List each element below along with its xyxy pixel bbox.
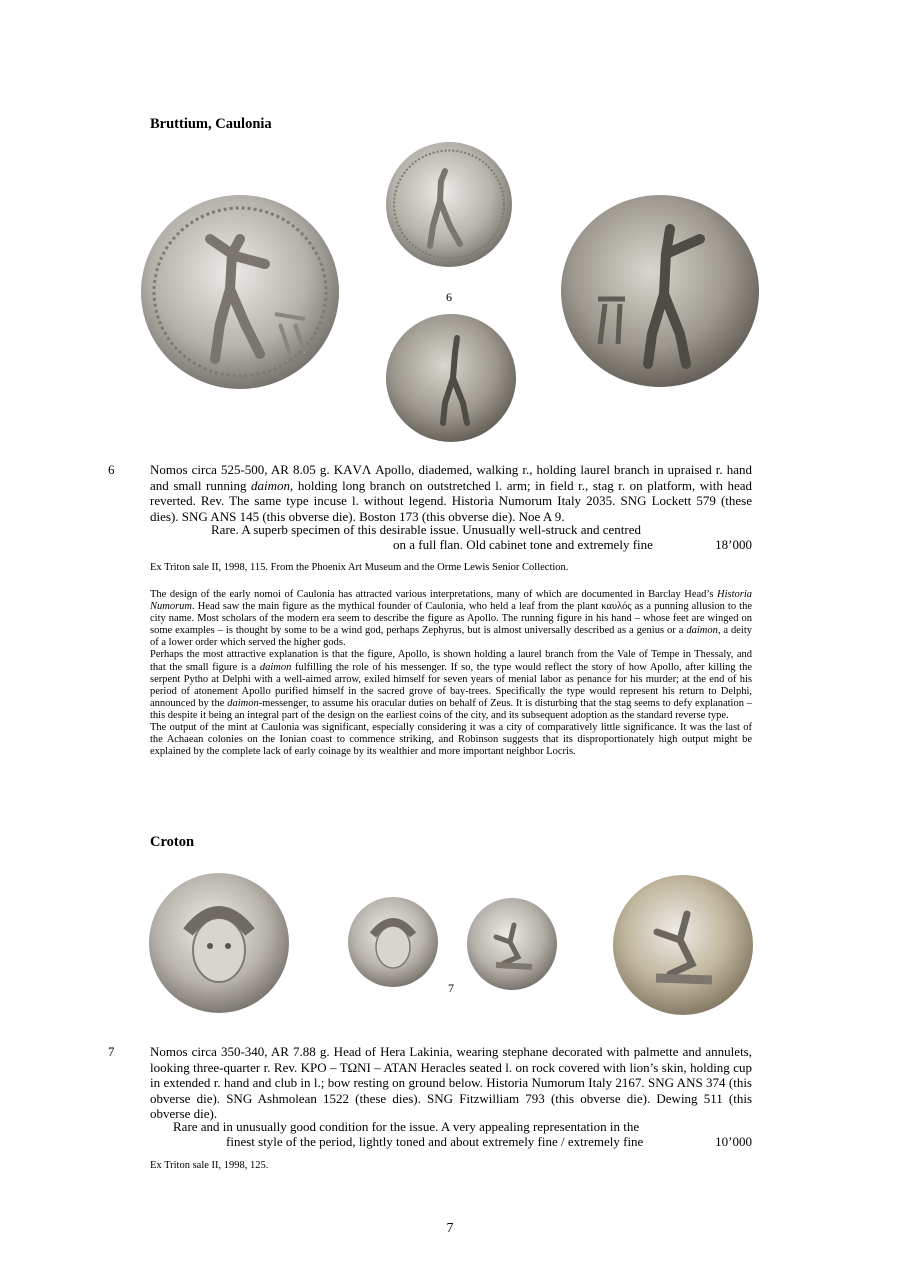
plate-number-6: 6 (446, 290, 452, 304)
lot-7-description: Nomos circa 350-340, AR 7.88 g. Head of Hera Lakinia, wearing stephane decorated with palmette and annulets, looking three-quarter r. Rev. ΚΡΟ – ΤΩΝΙ – ΑΤΑΝ Heracles seated l. on rock covered with lion’s skin, holding cup in extended r. hand and club in l.; bow resting on ground below. Historia Numorum Italy 2167. SNG ANS 374 (this obverse die). SNG Ashmolean 1522 (these dies). SNG Fitzwilliam 793 (this obverse die). Dewing 511 (this obverse die). (150, 1044, 752, 1121)
coin-image-7-reverse-large (612, 874, 754, 1016)
lot-6-price: 18’000 (715, 537, 752, 552)
coin-image-6-reverse-large (560, 194, 760, 388)
lot-6-commentary (150, 589, 752, 758)
section-heading-croton: Croton (150, 834, 195, 850)
commentary-p1-part-c: , a deity of a lower order which served the higher gods. (150, 625, 753, 649)
commentary-p2-italic-2: daimon (227, 697, 259, 709)
plate-number-7: 7 (448, 981, 454, 995)
coin-image-7-obverse-small (347, 896, 439, 988)
commentary-p2-part-a: Perhaps the most attractive explanation is that the figure, Apollo, is shown holding a laurel branch from the Vale of Tempe in Thessaly, and that the small figure is a (150, 649, 752, 673)
section-heading-caulonia: Bruttium, Caulonia (150, 116, 272, 132)
commentary-p1-part-b: . Head saw the main figure as the mythical founder of Caulonia, who held a leaf from the plant καυλός as a punning allusion to the city name. Most scholars of the modern era seem to describe the figure as Apollo. The running figure in his hand – whose feet are winged on some examples – is thought by some to be a wind god, perhaps Zephyrus, but is almost universally described as a genius or a (150, 601, 752, 637)
lot-7-price: 10’000 (715, 1134, 752, 1149)
lot-number-7: 7 (108, 1044, 115, 1059)
commentary-p2-part-b: fulfilling the role of his messenger. If so, the type would reflect the story of how Apollo, after killing the serpent Pytho at Delphi with a well-aimed arrow, exiled himself for seven years of menial labor as penance for his murder; at the end of his period of atonement Apollo purified himself in the sacred grove of bay-trees. Specifically the type would represent his return to Delphi, announced by the (150, 661, 752, 709)
coin-image-7-obverse-large (148, 872, 290, 1014)
lot-6-grade-line-2: on a full flan. Old cabinet tone and extremely fine (393, 537, 653, 552)
lot-6-grade-line-1: Rare. A superb specimen of this desirable issue. Unusually well-struck and centred (211, 522, 641, 537)
coin-image-7-reverse-small (466, 897, 558, 991)
lot-number-6: 6 (108, 462, 115, 477)
commentary-p1-italic-2: daimon (686, 625, 718, 637)
commentary-paragraph-1 (150, 589, 752, 649)
lot-6-description-part-b: , holding long branch on outstretched l. arm; in field r., stag r. on platform, with head reverted. Rev. The same type incuse l. without legend. Historia Numorum Italy 2035. SNG Lockett 579 (these dies). SNG ANS 145 (this obverse die). Boston 173 (this obverse die). Noe A 9. (150, 477, 752, 524)
commentary-paragraph-2 (150, 649, 752, 722)
lot-6-description-part-a: Nomos circa 525-500, AR 8.05 g. ΚΑVΛ Apollo, diademed, walking r., holding laurel branch in upraised r. hand and small running (150, 462, 752, 493)
commentary-p1-part-a: The design of the early nomoi of Caulonia has attracted various interpretations, many of which are documented in Barclay Head’s (150, 589, 717, 600)
commentary-p1-italic: Historia Numorum (150, 589, 752, 613)
lot-6-description-italic: daimon (251, 477, 291, 493)
commentary-p2-part-c: -messenger, to assume his oracular duties on behalf of Zeus. It is disturbing that the stag seems to defy explanation – this despite it being an integral part of the design on the earliest coins of the city, and its subsequent adoption as the standard reverse type. (150, 697, 753, 721)
coin-image-6-obverse-large (140, 194, 340, 390)
page-number: 7 (446, 1221, 454, 1236)
lot-6-description (150, 462, 752, 524)
lot-6-provenance: Ex Triton sale II, 1998, 115. From the Phoenix Art Museum and the Orme Lewis Senior Collection. (150, 562, 569, 573)
lot-7-provenance: Ex Triton sale II, 1998, 125. (150, 1160, 269, 1171)
coin-image-6-reverse-small (385, 313, 517, 443)
lot-7-grade-line-1: Rare and in unusually good condition for the issue. A very appealing representation in the (173, 1119, 640, 1134)
commentary-paragraph-3: The output of the mint at Caulonia was significant, especially considering it was a city of comparatively little significance. It was the last of the Achaean colonies on the Ionian coast to commence striking, and Robinson suggests that its disproportionately high output might be explained by the complete lack of early coinage by its wealthier and more important neighbor Locris. (150, 722, 752, 758)
lot-7-grade-line-2: finest style of the period, lightly toned and about extremely fine / extremely fine (226, 1134, 644, 1149)
coin-image-6-obverse-small (385, 141, 513, 268)
commentary-p2-italic: daimon (259, 661, 292, 673)
